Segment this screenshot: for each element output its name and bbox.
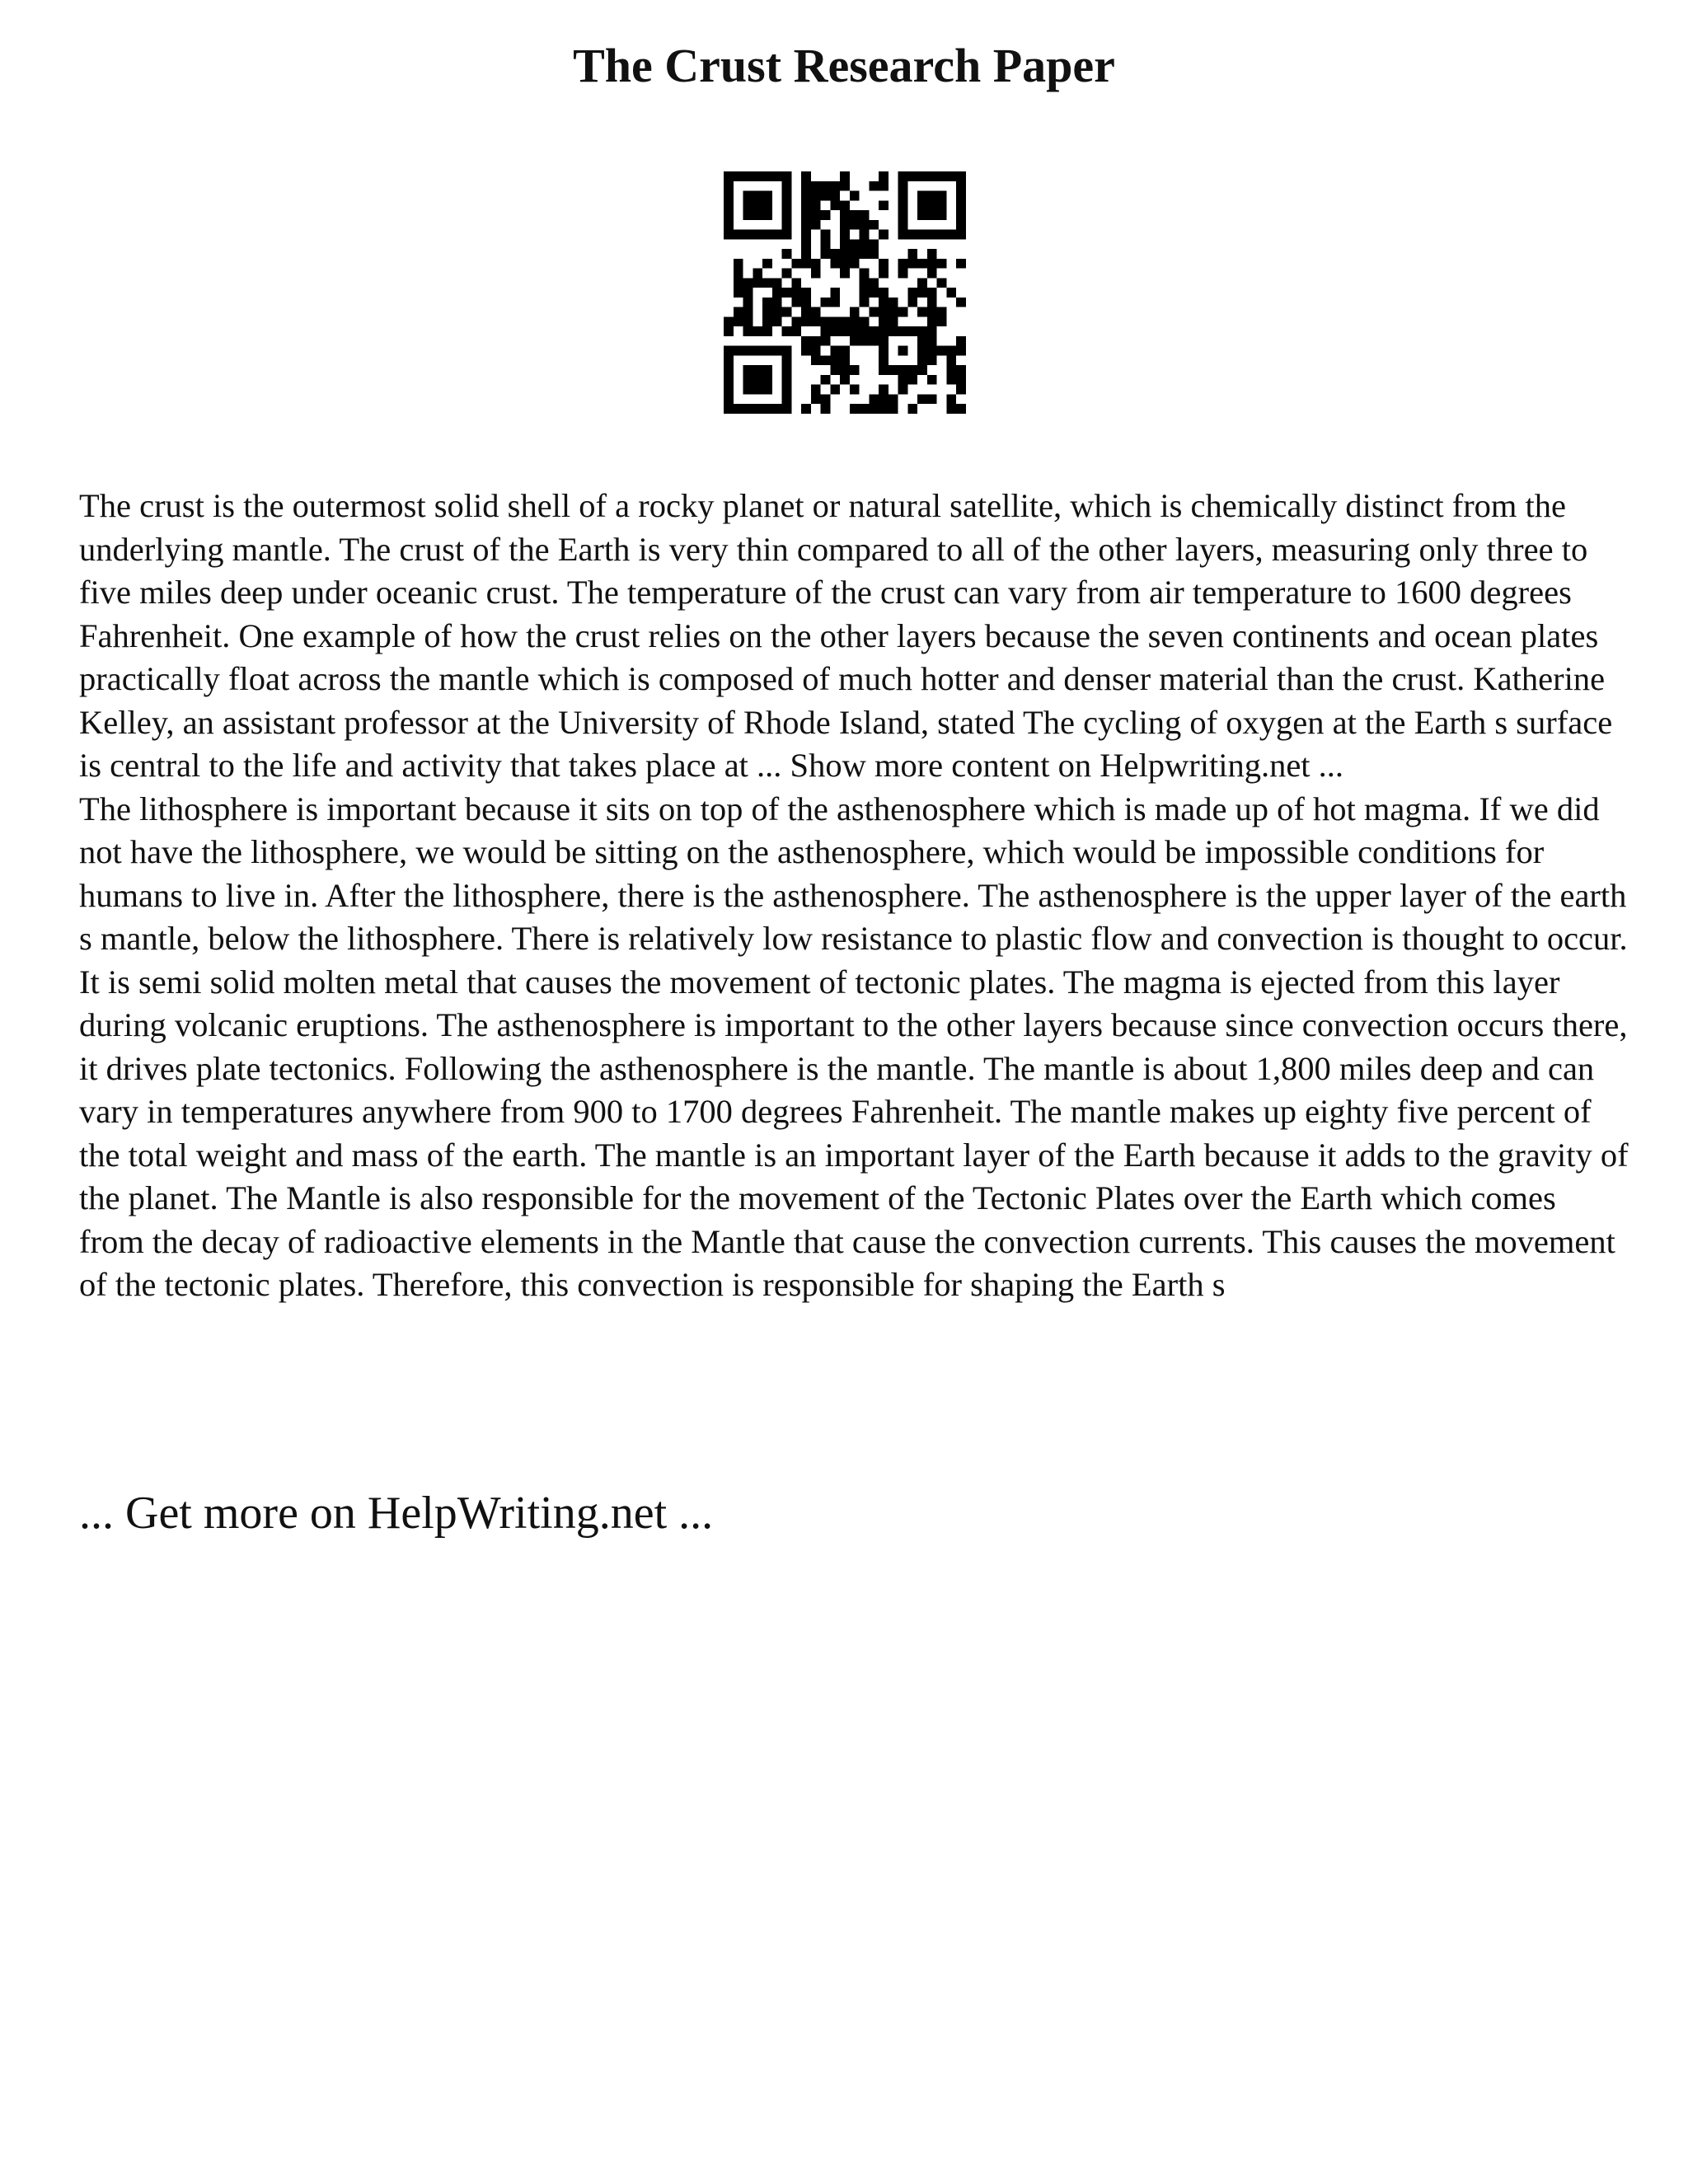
page-title: The Crust Research Paper — [573, 39, 1115, 92]
body-text — [79, 485, 1629, 1307]
qr-code-icon — [724, 171, 966, 414]
paragraph: The crust is the outermost solid shell of a rocky planet or natural satellite, which is chemically distinct from the underlying mantle. The crust of the Earth is very thin compared to all of the other layers, measuring only three to five miles deep under oceanic crust. The temperature of the crust can vary from air temperature to 1600 degrees Fahrenheit. One example of how the crust relies on the other layers because the seven continents and ocean plates practically float across the mantle which is composed of much hotter and denser material than the crust. Katherine Kelley, an assistant professor at the University of Rhode Island, stated The cycling of oxygen at the Earth s surface is central to the life and activity that takes place at ... Show more content on Helpwriting.net ... — [79, 487, 1613, 784]
paragraph: The lithosphere is important because it sits on top of the asthenosphere which is made up of hot magma. If we did not have the lithosphere, we would be sitting on the asthenosphere, which would be impossible conditions for humans to live in. After the lithosphere, there is the asthenosphere. The asthenosphere is the upper layer of the earth s mantle, below the lithosphere. There is relatively low resistance to plastic flow and convection is thought to occur. It is semi solid molten metal that causes the movement of tectonic plates. The magma is ejected from this layer during volcanic eruptions. The asthenosphere is important to the other layers because since convection occurs there, it drives plate tectonics. Following the asthenosphere is the mantle. The mantle is about 1,800 miles deep and can vary in temperatures anywhere from 900 to 1700 degrees Fahrenheit. The mantle makes up eighty five percent of the total weight and mass of the earth. The mantle is an important layer of the Earth because it adds to the gravity of the planet. The Mantle is also responsible for the movement of the Tectonic Plates over the Earth which comes from the decay of radioactive elements in the Mantle that cause the convection currents. This causes the movement of the tectonic plates. Therefore, this convection is responsible for shaping the Earth s — [79, 790, 1629, 1303]
get-more-link[interactable]: ... Get more on HelpWriting.net ... — [79, 1488, 714, 1539]
